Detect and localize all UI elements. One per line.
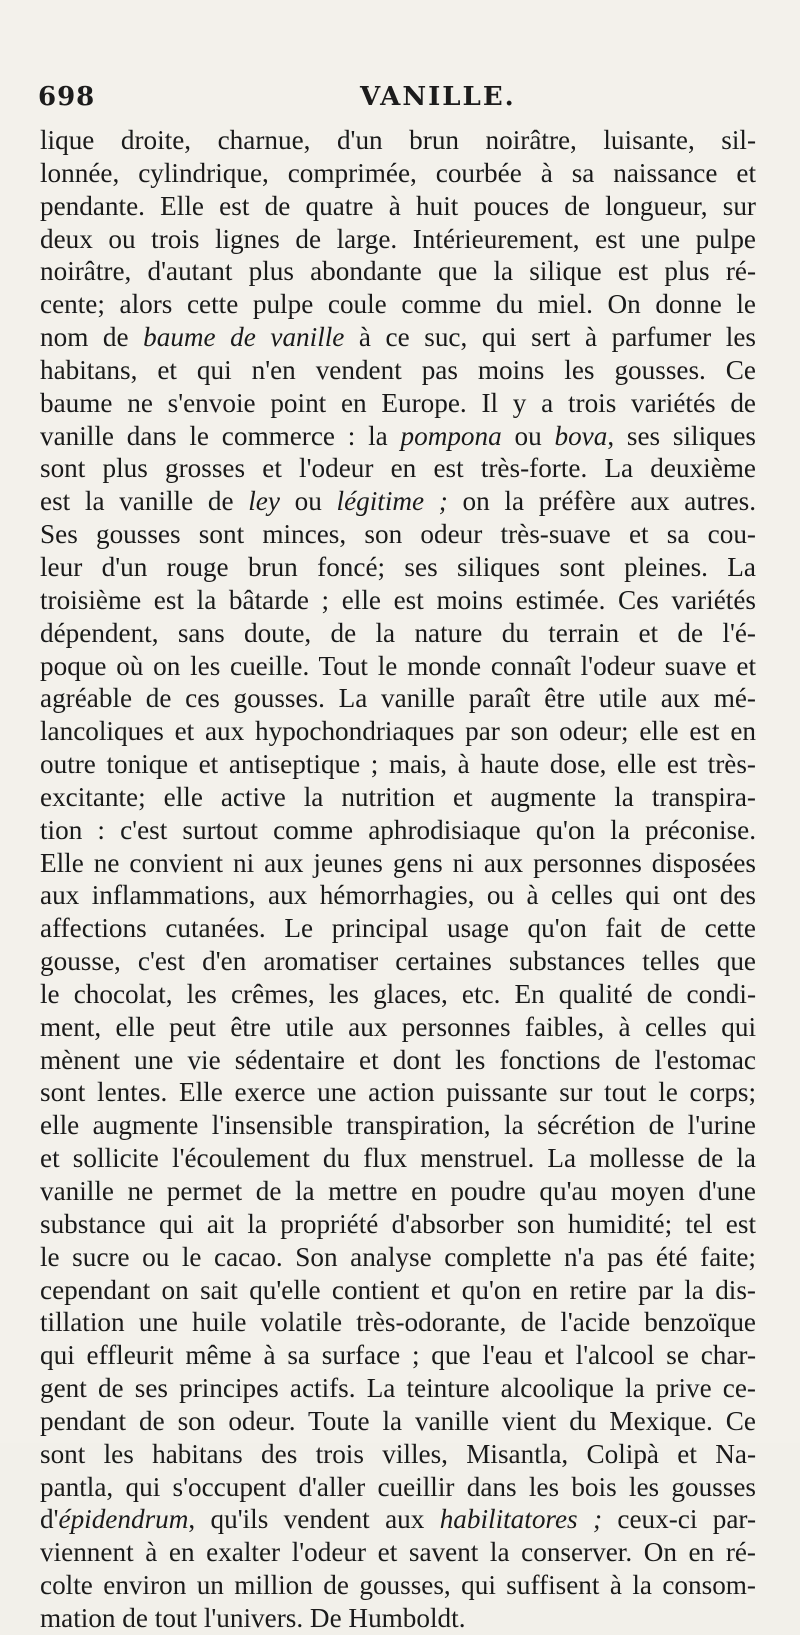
- text-line: cependant on sait qu'elle contient et qu'on en retire par la dis-: [40, 1274, 756, 1305]
- text-line: sont les habitans des trois villes, Misantla, Colipà et Na-: [40, 1438, 756, 1469]
- text-line: nom de baume de vanille à ce suc, qui sert à parfumer les: [40, 322, 756, 353]
- italic-term: pompona: [400, 420, 502, 451]
- text-line: aux inflammations, aux hémorrhagies, ou à celles qui ont des: [40, 880, 756, 911]
- text-line: qui effleurit même à sa surface ; que l'eau et l'alcool se char-: [40, 1340, 756, 1371]
- text-line: excitante; elle active la nutrition et augmente la transpira-: [40, 781, 756, 812]
- text-line: vanille dans le commerce : la pompona ou bova, ses siliques: [40, 420, 756, 451]
- text-line: affections cutanées. Le principal usage qu'on fait de cette: [40, 913, 756, 944]
- text-line: mation de tout l'univers. De Humboldt.: [40, 1602, 466, 1633]
- italic-term: habilitatores ;: [439, 1504, 603, 1535]
- text-line: vanille ne permet de la mettre en poudre qu'au moyen d'une: [40, 1176, 756, 1206]
- italic-term: épidendrum: [58, 1504, 189, 1535]
- text-line: habitans, et qui n'en vendent pas moins les gousses. Ce: [40, 354, 756, 385]
- italic-term: ley: [248, 486, 280, 517]
- text-line: et sollicite l'écoulement du flux menstruel. La mollesse de la: [40, 1143, 756, 1174]
- text-line: est la vanille de ley ou légitime ; on la préfère aux autres.: [40, 486, 757, 517]
- italic-term: légitime ;: [336, 486, 448, 517]
- text-line: pendante. Elle est de quatre à huit pouces de longueur, sur: [40, 190, 756, 221]
- text-line: lancoliques et aux hypochondriaques par son odeur; elle est en: [40, 716, 756, 747]
- text-line: tillation une huile volatile très-odorante, de l'acide benzoïque: [40, 1307, 756, 1338]
- text-line: sont lentes. Elle exerce une action puissante sur tout le corps;: [40, 1077, 756, 1108]
- text-line: Ses gousses sont minces, son odeur très-suave et sa cou-: [40, 519, 756, 550]
- text-line: gent de ses principes actifs. La teinture alcoolique la prive ce-: [40, 1373, 756, 1404]
- italic-term: baume de vanille: [143, 322, 345, 353]
- text-line: tion : c'est surtout comme aphrodisiaque qu'on la préconise.: [40, 814, 756, 845]
- page-number: 698: [38, 82, 96, 112]
- text-line: viennent à en exalter l'odeur et savent la conserver. On en ré-: [40, 1537, 756, 1568]
- text-line: cente; alors cette pulpe coule comme du miel. On donne le: [40, 289, 756, 320]
- body-text: [40, 124, 756, 1635]
- text-line: le sucre ou le cacao. Son analyse complette n'a pas été faite;: [40, 1241, 756, 1272]
- text-line: pendant de son odeur. Toute la vanille vient du Mexique. Ce: [40, 1405, 756, 1436]
- text-line: sont plus grosses et l'odeur en est très-forte. La deuxième: [40, 453, 756, 484]
- text-line: Elle ne convient ni aux jeunes gens ni aux personnes disposées: [40, 847, 756, 878]
- text-line: mènent une vie sédentaire et dont les fonctions de l'estomac: [40, 1044, 756, 1075]
- page-header: [38, 82, 758, 122]
- text-line: gousse, c'est d'en aromatiser certaines substances telles que: [40, 946, 756, 977]
- text-line: elle augmente l'insensible transpiration, la sécrétion de l'urine: [40, 1110, 756, 1141]
- text-line: lonnée, cylindrique, comprimée, courbée à sa naissance et: [40, 157, 756, 188]
- text-line: leur d'un rouge brun foncé; ses siliques sont pleines. La: [40, 551, 756, 582]
- text-line: d'épidendrum, qu'ils vendent aux habilitatores ; ceux-ci par-: [40, 1504, 756, 1535]
- text-line: ment, elle peut être utile aux personnes faibles, à celles qui: [40, 1011, 756, 1042]
- text-line: lique droite, charnue, d'un brun noirâtre, luisante, sil-: [40, 125, 756, 155]
- text-line: outre tonique et antiseptique ; mais, à haute dose, elle est très-: [40, 749, 756, 780]
- italic-term: bova: [554, 420, 608, 451]
- text-line: le chocolat, les crêmes, les glaces, etc. En qualité de condi-: [40, 978, 756, 1009]
- text-line: deux ou trois lignes de large. Intérieurement, est une pulpe: [40, 223, 756, 254]
- text-line: troisième est la bâtarde ; elle est moins estimée. Ces variétés: [40, 584, 756, 615]
- text-line: pantla, qui s'occupent d'aller cueillir dans les bois les gousses: [40, 1471, 756, 1502]
- text-line: substance qui ait la propriété d'absorber son humidité; tel est: [40, 1208, 756, 1239]
- text-line: dépendent, sans doute, de la nature du terrain et de l'é-: [40, 617, 756, 648]
- text-line: poque où on les cueille. Tout le monde connaît l'odeur suave et: [40, 650, 756, 681]
- text-line: noirâtre, d'autant plus abondante que la silique est plus ré-: [40, 256, 756, 287]
- text-line: colte environ un million de gousses, qui suffisent à la consom-: [40, 1570, 756, 1601]
- running-title: VANILLE.: [360, 82, 516, 112]
- text-line: agréable de ces gousses. La vanille paraît être utile aux mé-: [40, 683, 756, 714]
- text-line: baume ne s'envoie point en Europe. Il y a trois variétés de: [40, 387, 756, 418]
